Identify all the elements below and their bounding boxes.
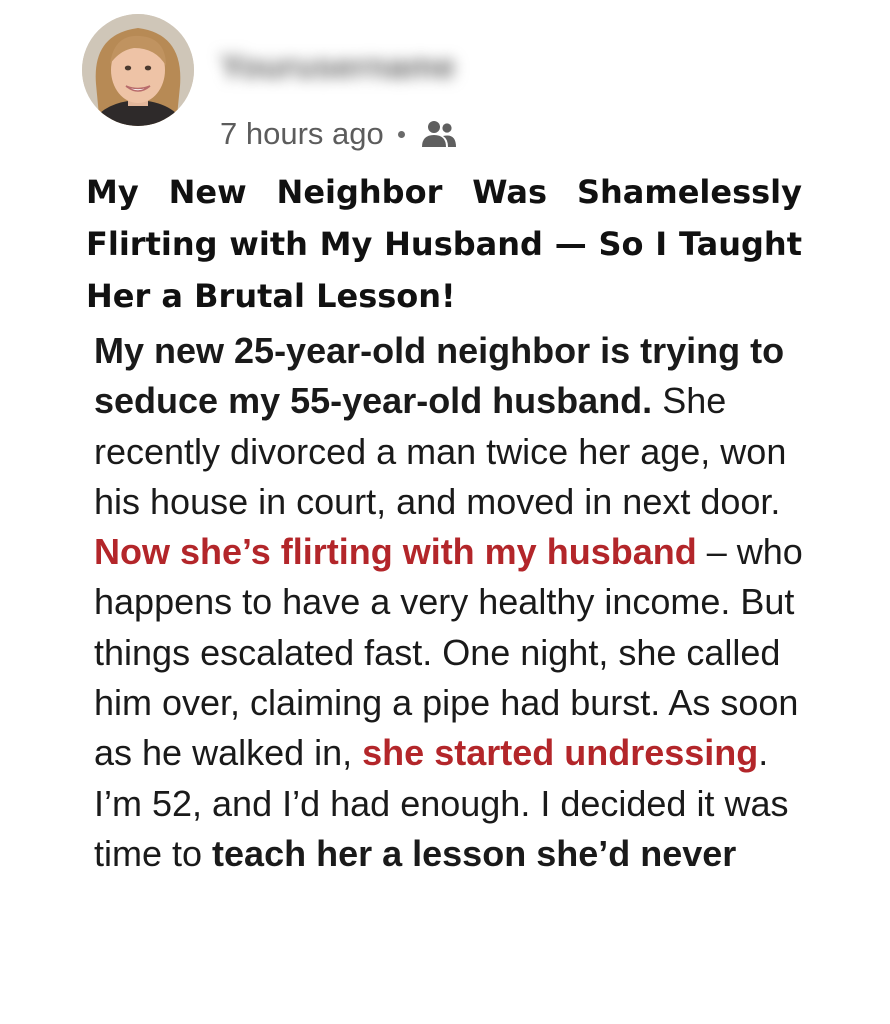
- body-text-3: . I’m 52, and I’d had enough. I decided it was time to: [94, 732, 789, 874]
- post-meta: [220, 114, 457, 154]
- body-highlight-undressing: she started undressing: [362, 732, 759, 774]
- post-time[interactable]: 7 hours ago: [220, 116, 384, 151]
- post-header: [82, 14, 802, 154]
- author-avatar[interactable]: [82, 14, 194, 126]
- body-text-1: She recently divorced a man twice her age, won his house in court, and moved in next door.: [94, 380, 787, 522]
- post-title: My New Neighbor Was Shamelessly Flirting with My Husband — So I Taught Her a Brutal Lesson!: [86, 173, 802, 315]
- woman-portrait-avatar-icon: [82, 14, 194, 126]
- post-body: [94, 326, 824, 879]
- body-bold-lesson: teach her a lesson she’d never: [212, 832, 737, 874]
- body-bold-intro: My new 25-year-old neighbor is trying to seduce my 55-year-old husband.: [94, 330, 785, 422]
- friends-icon[interactable]: [421, 119, 457, 149]
- separator-dot: [398, 131, 405, 138]
- body-highlight-flirting: Now she’s flirting with my husband: [94, 531, 697, 573]
- author-name[interactable]: Yourusername: [220, 48, 456, 84]
- body-text-2: – who happens to have a very healthy income. But things escalated fast. One night, she called him over, claiming a pipe had burst. As soon as he walked in,: [94, 531, 803, 774]
